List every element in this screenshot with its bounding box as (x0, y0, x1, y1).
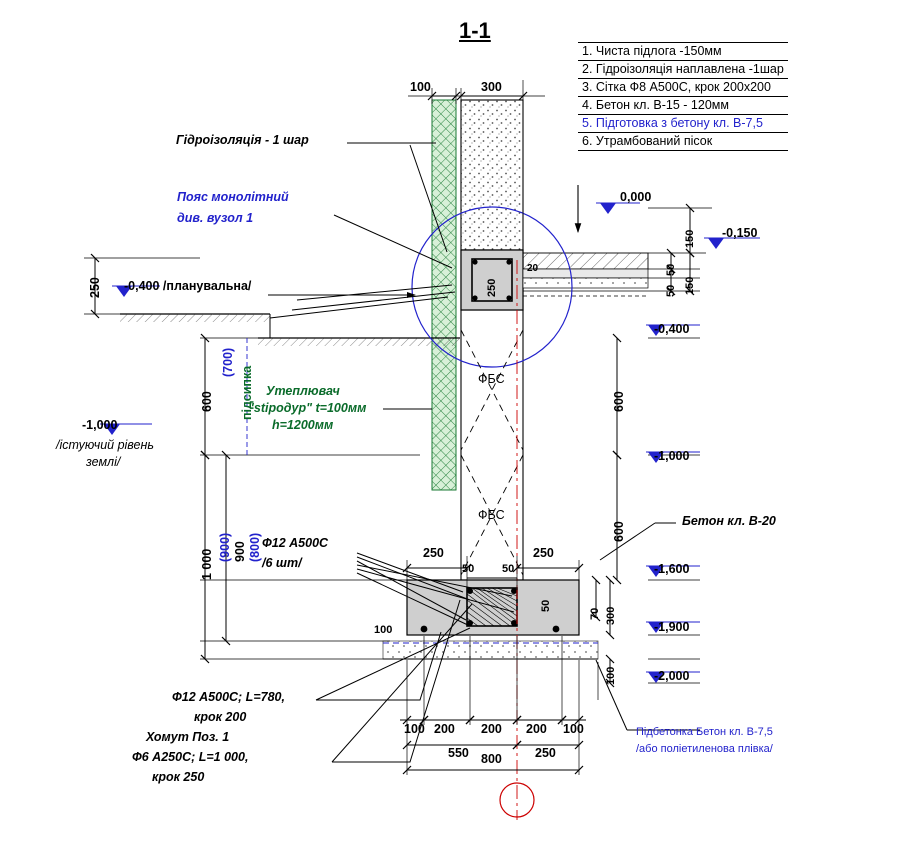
level-m1000-left: -1,000 (82, 418, 118, 432)
callout-existing-ground-line1: /істуючий рівень (56, 438, 154, 452)
legend-item: 1. Чиста підлога -150мм (578, 43, 788, 61)
label-fbs-upper: ФБС (478, 372, 505, 386)
dim-chain-100a: 100 (404, 722, 425, 736)
callout-waterproofing: Гідроізоляція - 1 шар (176, 133, 309, 147)
level-m1600: -1,600 (654, 562, 690, 576)
level-m2000: -2,000 (654, 669, 690, 683)
dim-footing-300: 300 (605, 606, 617, 625)
dim-chain-200a: 200 (434, 722, 455, 736)
dim-footing-50-left: 50 (462, 563, 475, 575)
label-sand-backfill: підсипка (240, 365, 254, 420)
dim-chain-200b: 200 (481, 722, 502, 736)
dim-chain-250: 250 (535, 746, 556, 760)
label-fbs-lower: ФБС (478, 508, 505, 522)
level-0000: 0,000 (620, 190, 652, 204)
callout-insulation-line3: h=1200мм (272, 418, 334, 432)
level-m0400-planning: -0,400 /планувальна/ (124, 279, 252, 293)
level-m0400-right: -0,400 (654, 322, 690, 336)
dim-footing-250-left: 250 (423, 546, 444, 560)
legend-item: 6. Утрамбований пісок (578, 133, 788, 151)
dim-600-mid: 600 (612, 391, 626, 412)
callout-insulation-line2: "stіродур" t=100мм (248, 401, 367, 415)
dim-top-100: 100 (410, 80, 431, 94)
legend-item: 2. Гідроізоляція наплавлена -1шар (578, 61, 788, 79)
callout-stirrup-line2: Ф6 А250С; L=1 000, (132, 750, 249, 764)
callout-stirrup-line3: крок 250 (152, 770, 205, 784)
dim-footing-100-left: 100 (374, 624, 393, 636)
dim-600-upper: 600 (200, 391, 214, 412)
dim-50-a: 50 (665, 263, 677, 276)
dim-left-250: 250 (88, 277, 102, 298)
dim-50-b: 50 (665, 284, 677, 297)
dim-footing-100-right: 100 (605, 666, 617, 685)
level-m0150: -0,150 (722, 226, 758, 240)
dim-900: 900 (233, 541, 247, 562)
callout-monolithic-belt-line1: Пояс монолітний (177, 190, 289, 204)
dim-600-lower: 600 (612, 521, 626, 542)
dim-top-300: 300 (481, 80, 502, 94)
dim-footing-70: 70 (589, 607, 601, 620)
legend-rows (578, 42, 788, 151)
dim-chain-100b: 100 (563, 722, 584, 736)
legend-item: 5. Підготовка з бетону кл. В-7,5 (578, 115, 788, 133)
dim-col-20: 20 (527, 263, 539, 274)
callout-concrete-b20: Бетон кл. В-20 (682, 514, 776, 528)
callout-underconcrete-line2: /або поліетиленова плівка/ (636, 743, 773, 755)
dim-150-b: 150 (684, 276, 696, 295)
legend-item: 4. Бетон кл. В-15 - 120мм (578, 97, 788, 115)
dim-150-a: 150 (684, 229, 696, 248)
callout-bottom-rebar-line2: крок 200 (194, 710, 247, 724)
dim-chain-550: 550 (448, 746, 469, 760)
dim-700: (700) (221, 347, 235, 377)
legend-item: 3. Сітка Ф8 А500С, крок 200х200 (578, 79, 788, 97)
callout-existing-ground-line2: землі/ (86, 455, 121, 469)
level-m1000-right: -1,000 (654, 449, 690, 463)
callout-rebar-f12-line2: /6 шт/ (262, 556, 302, 570)
dim-chain-200c: 200 (526, 722, 547, 736)
dim-footing-50-vert: 50 (540, 599, 552, 612)
callout-insulation-line1: Утеплювач (266, 384, 340, 398)
callout-stirrup-line1: Хомут Поз. 1 (146, 730, 230, 744)
page-title: 1-1 (459, 18, 491, 43)
callout-monolithic-belt-line2: див. вузол 1 (177, 211, 254, 225)
legend-table (578, 42, 788, 151)
dim-col-250: 250 (486, 278, 498, 297)
dim-footing-50-right: 50 (502, 563, 515, 575)
dim-footing-250-right: 250 (533, 546, 554, 560)
dim-800: (800) (248, 532, 262, 562)
dim-900p: (900) (218, 532, 232, 562)
dim-total-800: 800 (481, 752, 502, 766)
callout-rebar-f12-line1: Ф12 А500С (262, 536, 329, 550)
dim-1000: 1 000 (200, 548, 214, 580)
callout-bottom-rebar-line1: Ф12 А500С; L=780, (172, 690, 285, 704)
callout-underconcrete-line1: Підбетонка Бетон кл. В-7,5 (636, 726, 773, 738)
level-m1900: -1,900 (654, 620, 690, 634)
